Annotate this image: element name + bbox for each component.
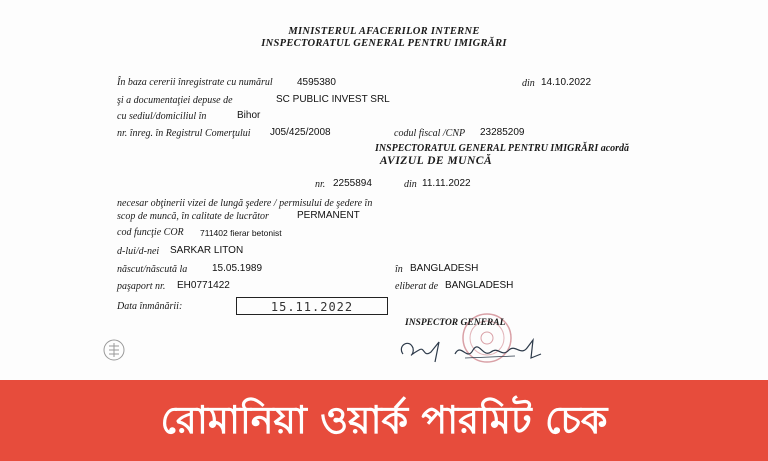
permit-title: AVIZUL DE MUNCĂ bbox=[379, 155, 493, 167]
worker-type: PERMANENT bbox=[297, 210, 360, 221]
signatory-title: INSPECTOR GENERAL bbox=[405, 318, 506, 328]
company-reg: J05/425/2008 bbox=[270, 127, 331, 138]
inspectorate-title: INSPECTORATUL GENERAL PENTRU IMIGRĂRI bbox=[261, 38, 507, 49]
passport-number: EH0771422 bbox=[177, 280, 230, 291]
person-name: SARKAR LITON bbox=[170, 245, 244, 256]
document-logo-icon bbox=[102, 338, 126, 362]
purpose-line-2: scop de muncă, în calitate de lucrător bbox=[117, 211, 269, 222]
issued-by: BANGLADESH bbox=[445, 280, 514, 291]
handwritten-signature bbox=[395, 328, 550, 368]
delivery-date-box: 15.11.2022 bbox=[236, 297, 388, 315]
company-seat-label: cu sediul/domiciliul în bbox=[117, 111, 207, 122]
birth-place-label: în bbox=[395, 264, 403, 275]
birth-date: 15.05.1989 bbox=[212, 263, 263, 274]
request-number: 4595380 bbox=[297, 77, 336, 88]
permit-number-label: nr. bbox=[315, 179, 326, 190]
title-banner bbox=[0, 380, 768, 461]
request-date: 14.10.2022 bbox=[541, 77, 592, 88]
banner-title: রোমানিয়া ওয়ার্ক পারমিট চেক bbox=[160, 398, 608, 442]
company-seat: Bihor bbox=[237, 110, 261, 121]
birth-place: BANGLADESH bbox=[410, 263, 479, 274]
purpose-line-1: necesar obţinerii vizei de lungă şedere / permisului de şedere în bbox=[117, 198, 373, 209]
company-docs-label: şi a documentaţiei depuse de bbox=[117, 95, 233, 106]
company-name: SC PUBLIC INVEST SRL bbox=[276, 94, 390, 105]
ministry-title: MINISTERUL AFACERILOR INTERNE bbox=[288, 26, 480, 37]
person-name-label: d-lui/d-nei bbox=[117, 246, 160, 257]
cor-code: 711402 fierar betonist bbox=[200, 228, 282, 238]
request-date-label: din bbox=[522, 78, 535, 89]
passport-label: paşaport nr. bbox=[117, 281, 166, 292]
delivery-date-label: Data înmânării: bbox=[117, 301, 183, 312]
company-reg-label: nr. înreg. în Registrul Comerţului bbox=[117, 128, 251, 139]
birth-date-label: născut/născută la bbox=[117, 264, 188, 275]
permit-date: 11.11.2022 bbox=[422, 178, 471, 189]
issued-by-label: eliberat de bbox=[395, 281, 439, 292]
permit-date-label: din bbox=[404, 179, 417, 190]
company-fiscal: 23285209 bbox=[480, 127, 525, 138]
request-label: În baza cererii înregistrate cu numărul bbox=[117, 77, 273, 88]
cor-label: cod funcţie COR bbox=[117, 227, 184, 238]
company-fiscal-label: codul fiscal /CNP bbox=[394, 128, 466, 139]
grant-line: INSPECTORATUL GENERAL PENTRU IMIGRĂRI acordă bbox=[374, 143, 630, 154]
permit-number: 2255894 bbox=[333, 178, 372, 189]
